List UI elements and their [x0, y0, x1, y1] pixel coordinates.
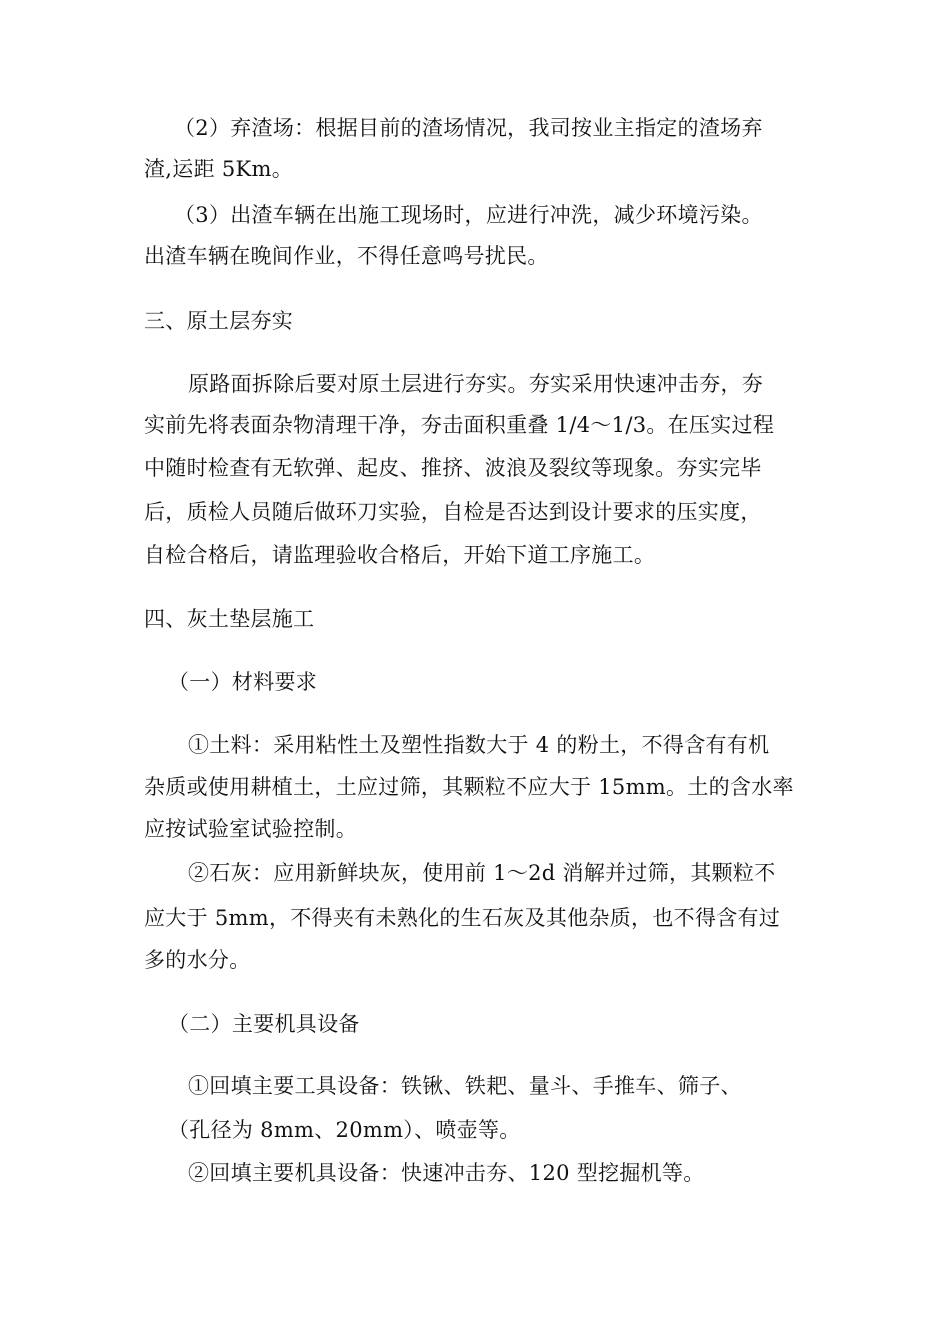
paragraph-line: 后，质检人员随后做环刀实验，自检是否达到设计要求的压实度， — [144, 500, 762, 524]
paragraph-line: 多的水分。 — [144, 948, 251, 972]
paragraph-line: 应大于 5mm，不得夹有未熟化的生石灰及其他杂质，也不得含有过 — [144, 906, 781, 930]
paragraph-line: （2）弃渣场：根据目前的渣场情况，我司按业主指定的渣场弃 — [174, 116, 763, 140]
paragraph-line: 实前先将表面杂物清理干净，夯击面积重叠 1/4～1/3。在压实过程 — [144, 413, 775, 437]
subsection-heading: （二）主要机具设备 — [168, 1012, 360, 1036]
paragraph-line: 原路面拆除后要对原土层进行夯实。夯实采用快速冲击夯，夯 — [188, 372, 764, 396]
paragraph-line: （孔径为 8mm、20mm）、喷壶等。 — [168, 1118, 521, 1142]
paragraph-line: 渣,运距 5Km。 — [144, 157, 294, 181]
paragraph-line: 应按试验室试验控制。 — [144, 817, 357, 841]
paragraph-line: ①回填主要工具设备：铁锹、铁耙、量斗、手推车、筛子、 — [188, 1074, 742, 1098]
section-heading: 四、灰土垫层施工 — [144, 607, 315, 631]
section-heading: 三、原土层夯实 — [144, 309, 294, 333]
paragraph-line: ②回填主要机具设备：快速冲击夯、120 型挖掘机等。 — [188, 1161, 705, 1185]
paragraph-line: （3）出渣车辆在出施工现场时，应进行冲洗，减少环境污染。 — [174, 203, 763, 227]
paragraph-line: 杂质或使用耕植土，土应过筛，其颗粒不应大于 15mm。土的含水率 — [144, 775, 794, 799]
subsection-heading: （一）材料要求 — [168, 670, 318, 694]
paragraph-line: 出渣车辆在晚间作业，不得任意鸣号扰民。 — [144, 244, 549, 268]
paragraph-line: 自检合格后，请监理验收合格后，开始下道工序施工。 — [144, 543, 656, 567]
paragraph-line: ②石灰：应用新鲜块灰，使用前 1～2d 消解并过筛，其颗粒不 — [188, 861, 776, 885]
paragraph-line: 中随时检查有无软弹、起皮、推挤、波浪及裂纹等现象。夯实完毕 — [144, 456, 762, 480]
paragraph-line: ①土料：采用粘性土及塑性指数大于 4 的粉土，不得含有有机 — [188, 733, 770, 757]
